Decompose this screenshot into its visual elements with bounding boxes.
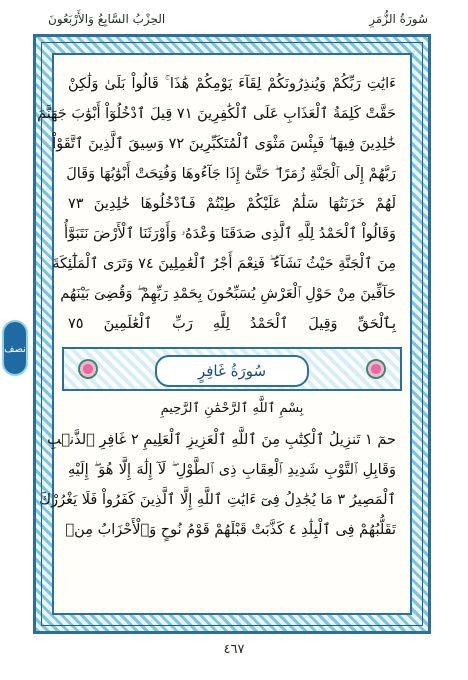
verse-line: تَقَلُّبُهُمْ فِى ٱلْبِلَٰدِ ٤ كَذَّبَتْ قَبْلَهُمْ قَوْمُ نُوحٍ وَٱلْأَحْزَابُ مِنۢ [65, 522, 396, 538]
surah-title-band [62, 347, 402, 391]
verse-line: وَقَابِلِ ٱلتَّوْبِ شَدِيدِ ٱلْعِقَابِ ذِى ٱلطَّوْلِ ۖ لَآ إِلَٰهَ إِلَّا هُوَ ۖ إِلَيْهِ [68, 462, 396, 478]
verse-line: وَقَالُواْ ٱلْحَمْدُ لِلَّهِ ٱلَّذِى صَدَقَنَا وَعْدَهُۥ وَأَوْرَثَنَا ٱلْأَرْضَ نَتَبَوَّأُ [64, 226, 396, 242]
text-panel [37, 53, 412, 615]
verse-line: مِنَ ٱلْجَنَّةِ حَيْثُ نَشَآءُ ۖ فَنِعْمَ أَجْرُ ٱلْعَٰمِلِينَ ٧٤ وَتَرَى ٱلْمَلَٰٓئِكَةَ [52, 256, 396, 272]
verse-line: حَقَّتْ كَلِمَةُ ٱلْعَذَابِ عَلَى ٱلْكَٰفِرِينَ ٧١ قِيلَ ٱدْخُلُوٓاْ أَبْوَٰبَ جَهَنَّمَ [37, 106, 396, 122]
verse-line: ءَايَٰتِ رَبِّكُمْ وَيُنذِرُونَكُمْ لِقَآءَ يَوْمِكُمْ هَٰذَا ۚ قَالُواْ بَلَىٰ وَلَٰكِنْ [68, 76, 396, 92]
surah-name-header: سُورَةُ الزُّمَرِ [369, 12, 428, 26]
verse-line: ٱلْمَصِيرُ ٣ مَا يُجَٰدِلُ فِىٓ ءَايَٰتِ ٱللَّهِ إِلَّا ٱلَّذِينَ كَفَرُواْ فَلَا يَغْرُرْكَ [39, 492, 396, 508]
basmala: بِسْمِ ٱللَّهِ ٱلرَّحْمَٰنِ ٱلرَّحِيمِ [160, 401, 304, 416]
ornamental-frame [33, 34, 431, 634]
half-hizb-marker: نصف [2, 320, 28, 376]
verse-line: خَٰلِدِينَ فِيهَا ۖ فَبِئْسَ مَثْوَى ٱلْمُتَكَبِّرِينَ ٧٢ وَسِيقَ ٱلَّذِينَ ٱتَّقَوْاْ [52, 136, 396, 152]
verse-line: بِٱلْحَقِّ وَقِيلَ ٱلْحَمْدُ لِلَّهِ رَبِّ ٱلْعَٰلَمِينَ ٧٥ [68, 316, 396, 332]
verse-line: رَبَّهُمْ إِلَى ٱلْجَنَّةِ زُمَرًا ۖ حَتَّىٰٓ إِذَا جَآءُوهَا وَفُتِحَتْ أَبْوَٰبُهَا وَقَالَ [66, 166, 396, 182]
rose-ornament-icon [366, 359, 386, 379]
page-number: ٤٦٧ [223, 642, 245, 657]
verse-line: حَآفِّينَ مِنْ حَوْلِ ٱلْعَرْشِ يُسَبِّحُونَ بِحَمْدِ رَبِّهِمْ ۖ وَقُضِىَ بَيْنَهُم [60, 286, 396, 302]
verse-line: لَهُمْ خَزَنَتُهَا سَلَٰمٌ عَلَيْكُمْ طِبْتُمْ فَٱدْخُلُوهَا خَٰلِدِينَ ٧٣ [68, 196, 396, 212]
hizb-header: الحِزْبُ السَّابِعُ وَالأَرْبَعُونَ [48, 12, 166, 26]
rose-ornament-icon [78, 359, 98, 379]
surah-title: سُورَةُ غَافِرٍ [155, 355, 309, 387]
verse-line: حمٓ ١ تَنزِيلُ ٱلْكِتَٰبِ مِنَ ٱللَّهِ ٱلْعَزِيزِ ٱلْعَلِيمِ ٢ غَافِرِ ٱلذَّنۢبِ [47, 432, 396, 448]
